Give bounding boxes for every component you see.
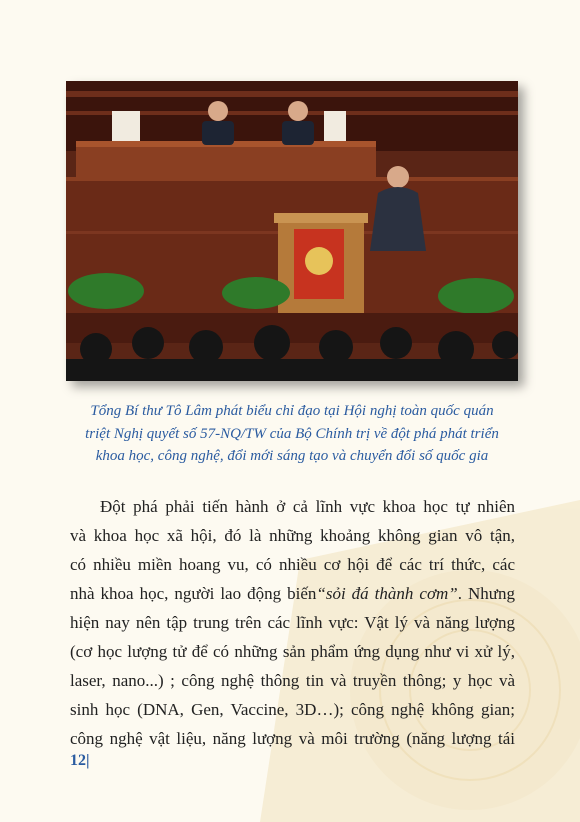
body-line: laser, nano...) ; công nghệ thông tin và truyền thông; y học và bbox=[70, 671, 515, 690]
conference-photo bbox=[66, 81, 518, 381]
body-line: (cơ học lượng tử để có những sản phẩm ứng dụng như vi xử lý, bbox=[70, 642, 515, 661]
photo-caption bbox=[66, 400, 518, 468]
body-line: có nhiều miền hoang vu, có nhiều cơ hội để các trí thức, các bbox=[70, 555, 515, 574]
body-line: Đột phá phải tiến hành ở cả lĩnh vực khoa học tự nhiên bbox=[100, 497, 515, 516]
body-line: hiện nay nên tập trung trên các lĩnh vực: Vật lý và năng lượng bbox=[70, 613, 515, 632]
quoted-phrase: “sỏi đá thành cơm” bbox=[316, 584, 458, 603]
caption-line: Tổng Bí thư Tô Lâm phát biểu chỉ đạo tại Hội nghị toàn quốc quán bbox=[90, 403, 494, 419]
caption-line: khoa học, công nghệ, đổi mới sáng tạo và chuyển đổi số quốc gia bbox=[95, 448, 489, 464]
body-line: công nghệ vật liệu, năng lượng và môi trường (năng lượng tái bbox=[70, 729, 515, 748]
conference-photo-illustration bbox=[66, 81, 518, 381]
body-line bbox=[70, 579, 515, 608]
body-paragraph bbox=[70, 492, 515, 753]
body-line: và khoa học xã hội, đó là những khoảng không gian vô tận, bbox=[70, 526, 515, 545]
page-number: 12| bbox=[70, 752, 90, 769]
body-text-segment: . Nhưng bbox=[457, 584, 515, 603]
body-text-segment: nhà khoa học, người lao động biến bbox=[70, 584, 317, 603]
body-line: sinh học (DNA, Gen, Vaccine, 3D…); công nghệ không gian; bbox=[70, 700, 515, 719]
caption-line: triệt Nghị quyết số 57-NQ/TW của Bộ Chính trị về đột phá phát triển bbox=[85, 425, 499, 442]
